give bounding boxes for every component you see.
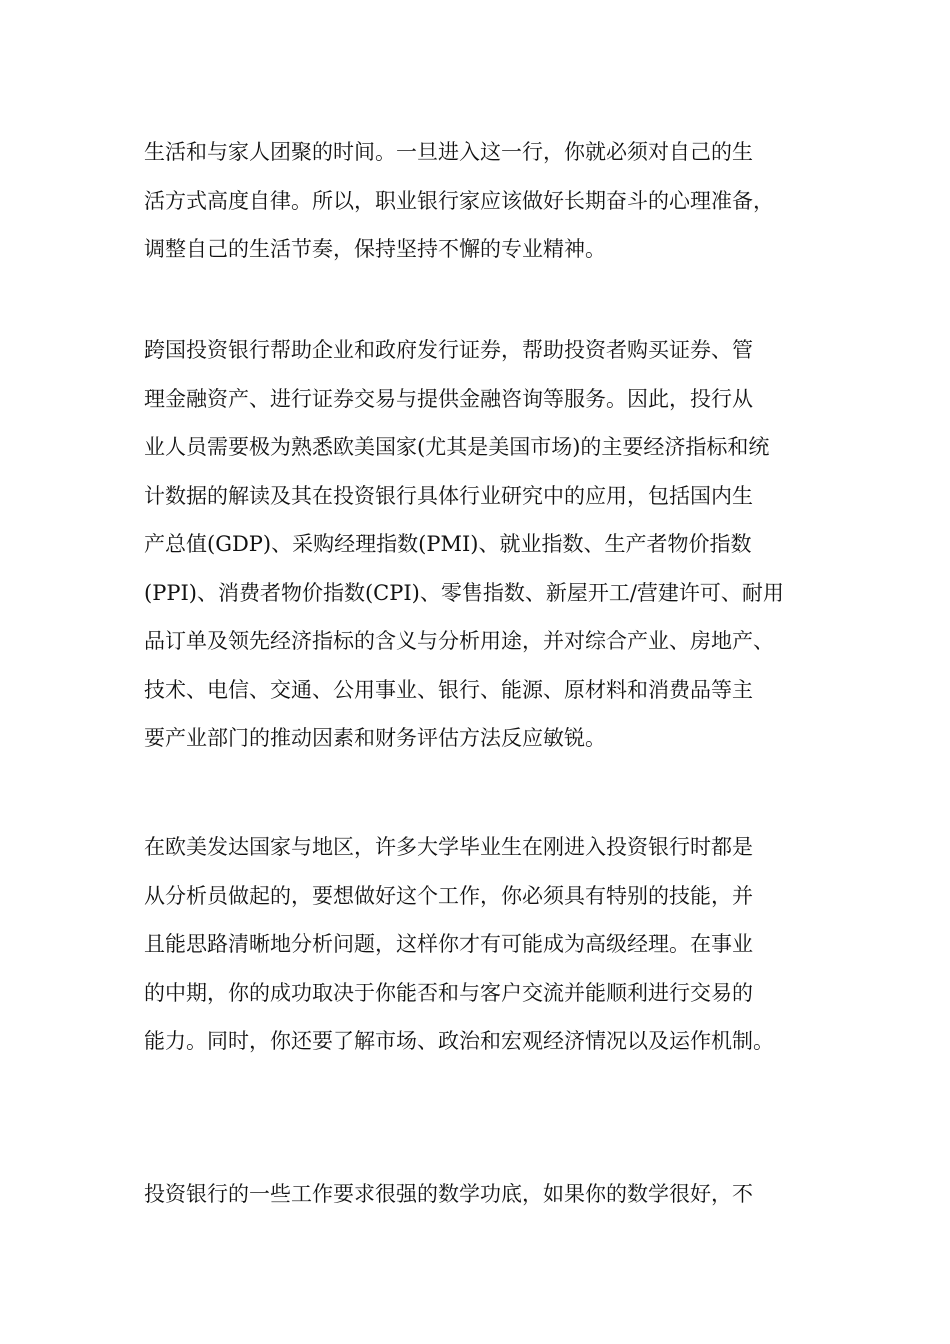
paragraph-investment-bank-services (144, 326, 824, 763)
text-line: 在欧美发达国家与地区，许多大学毕业生在刚进入投资银行时都是 (144, 835, 753, 859)
text-line: 业人员需要极为熟悉欧美国家(尤其是美国市场)的主要经济指标和统 (144, 435, 770, 459)
paragraph-career-path (144, 823, 824, 1066)
text-line: 理金融资产、进行证券交易与提供金融咨询等服务。因此，投行从 (144, 386, 753, 411)
paragraph-math-skills (144, 1170, 824, 1219)
text-line: 调整自己的生活节奏，保持坚持不懈的专业精神。 (144, 237, 606, 261)
text-line: 要产业部门的推动因素和财务评估方法反应敏锐。 (144, 726, 606, 750)
text-line: (PPI)、消费者物价指数(CPI)、零售指数、新屋开工/营建许可、耐用 (144, 580, 784, 605)
text-line: 技术、电信、交通、公用事业、银行、能源、原材料和消费品等主 (144, 677, 753, 702)
text-line: 产总值(GDP)、采购经理指数(PMI)、就业指数、生产者物价指数 (144, 532, 752, 556)
text-line: 的中期，你的成功取决于你能否和与客户交流并能顺利进行交易的 (144, 980, 753, 1005)
text-line: 跨国投资银行帮助企业和政府发行证券，帮助投资者购买证券、管 (144, 338, 753, 362)
text-line: 能力。同时，你还要了解市场、政治和宏观经济情况以及运作机制。 (144, 1029, 774, 1053)
text-line: 品订单及领先经济指标的含义与分析用途，并对综合产业、房地产、 (144, 629, 774, 653)
paragraph-work-life (144, 128, 824, 274)
text-line: 投资银行的一些工作要求很强的数学功底，如果你的数学很好，不 (144, 1182, 753, 1206)
text-line: 且能思路清晰地分析问题，这样你才有可能成为高级经理。在事业 (144, 932, 753, 956)
text-line: 从分析员做起的，要想做好这个工作，你必须具有特别的技能，并 (144, 883, 753, 908)
text-line: 生活和与家人团聚的时间。一旦进入这一行，你就必须对自己的生 (144, 140, 753, 164)
text-line: 计数据的解读及其在投资银行具体行业研究中的应用，包括国内生 (144, 483, 753, 508)
text-line: 活方式高度自律。所以，职业银行家应该做好长期奋斗的心理准备， (144, 188, 774, 213)
